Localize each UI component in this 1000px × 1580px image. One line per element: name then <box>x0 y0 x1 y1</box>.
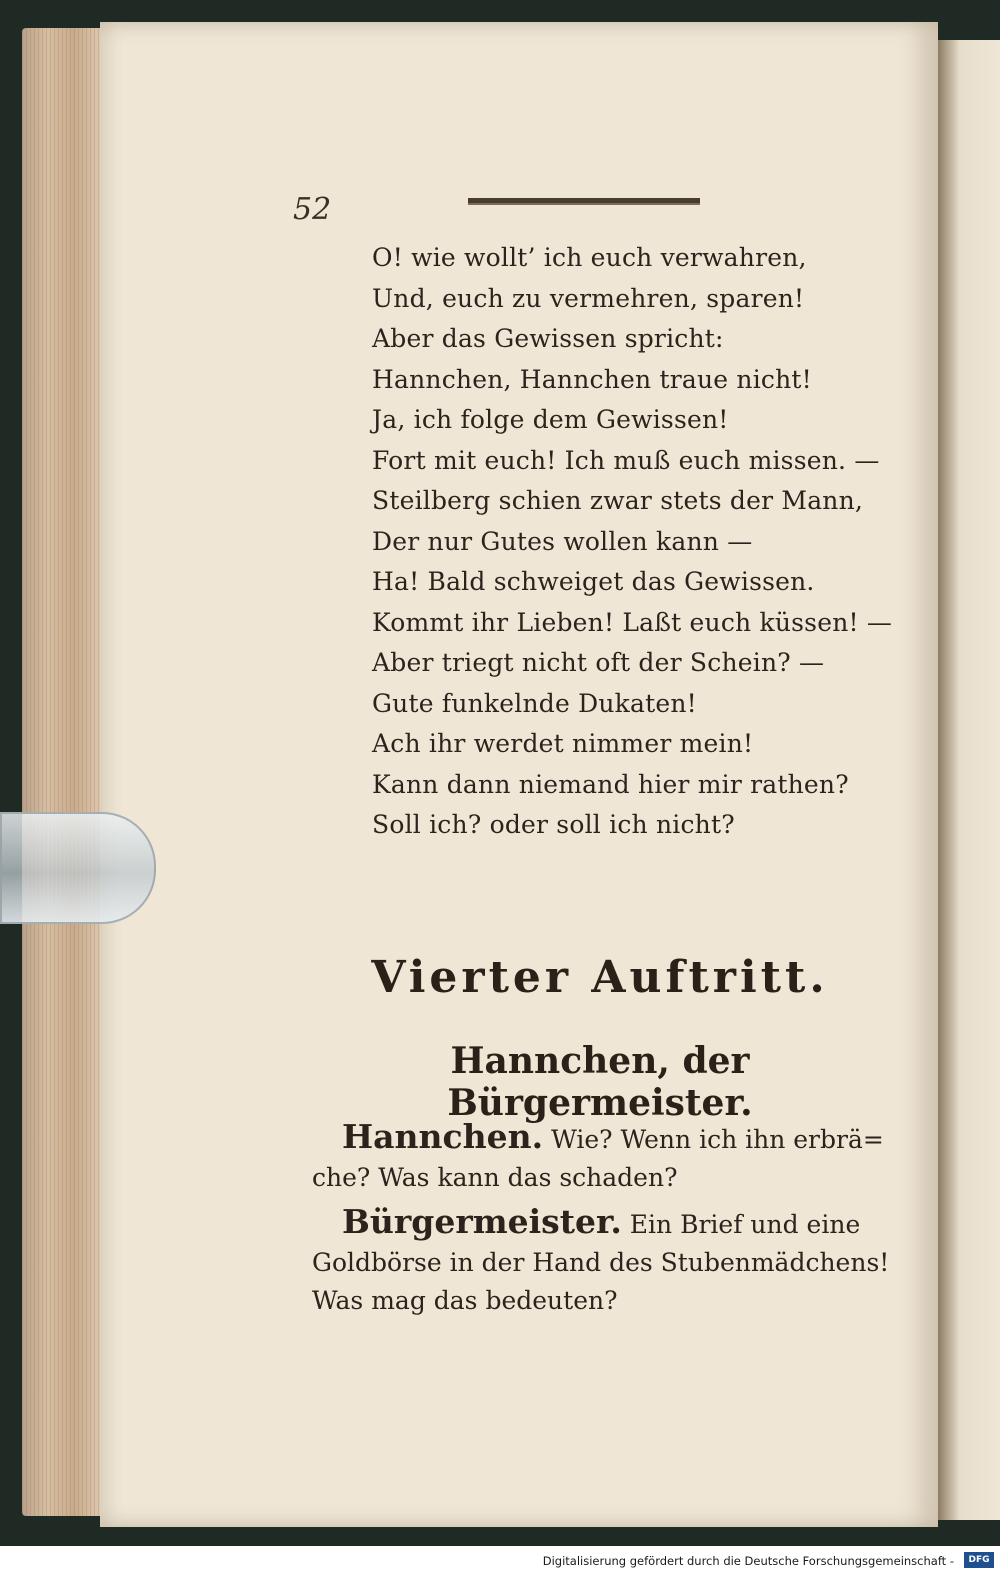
speech-hannchen <box>312 1118 906 1197</box>
verse-line: Ha! Bald schweiget das Gewissen. <box>372 567 815 596</box>
verse-line: Kann dann niemand hier mir rathen? <box>372 769 849 799</box>
verse-line: Ach ihr werdet nimmer mein! <box>372 729 754 758</box>
speech-buergermeister <box>312 1203 906 1320</box>
verse-line: O! wie wollt’ ich euch verwahren, <box>372 243 807 272</box>
book-page-edges <box>22 28 108 1516</box>
verse-line: Aber triegt nicht oft der Schein? — <box>372 648 825 677</box>
speaker-name: Hannchen. <box>342 1117 544 1156</box>
page-number: 52 <box>293 192 332 227</box>
verse-line: Soll ich? oder soll ich nicht? <box>372 810 735 839</box>
verse-block <box>372 238 932 846</box>
facing-page-edge <box>938 40 1000 1520</box>
verse-line: Steilberg schien zwar stets der Mann, <box>372 486 864 515</box>
scene-characters: Hannchen, der Bürgermeister. <box>447 1040 753 1124</box>
header-rule <box>468 198 700 205</box>
verse-line: Gute funkelnde Dukaten! <box>372 688 697 718</box>
verse-line: Aber das Gewissen spricht: <box>372 324 724 353</box>
dialogue-block <box>312 1118 906 1320</box>
verse-line: Fort mit euch! Ich muß euch missen. — <box>372 445 880 475</box>
page-holder-clip <box>0 812 156 924</box>
verse-line: Ja, ich folge dem Gewissen! <box>372 405 729 434</box>
verse-line: Der nur Gutes wollen kann — <box>372 526 753 556</box>
dfg-logo: DFG <box>964 1552 994 1568</box>
verse-line: Hannchen, Hannchen traue nicht! <box>372 364 812 394</box>
digitization-credit: Digitalisierung gefördert durch die Deutsche Forschungsgemeinschaft - <box>539 1552 958 1570</box>
speech-text: Wie? Wenn ich ihn erbrä= che? Was kann das schaden? <box>312 1125 884 1192</box>
speech-text: Ein Brief und eine Goldbörse in der Hand des Stubenmädchens! Was mag das bedeuten? <box>312 1210 890 1315</box>
scene-title: Vierter Auftritt. <box>371 952 829 1003</box>
speaker-name: Bürgermeister. <box>342 1202 622 1241</box>
verse-line: Kommt ihr Lieben! Laßt euch küssen! — <box>372 607 893 637</box>
verse-line: Und, euch zu vermehren, sparen! <box>372 283 805 313</box>
